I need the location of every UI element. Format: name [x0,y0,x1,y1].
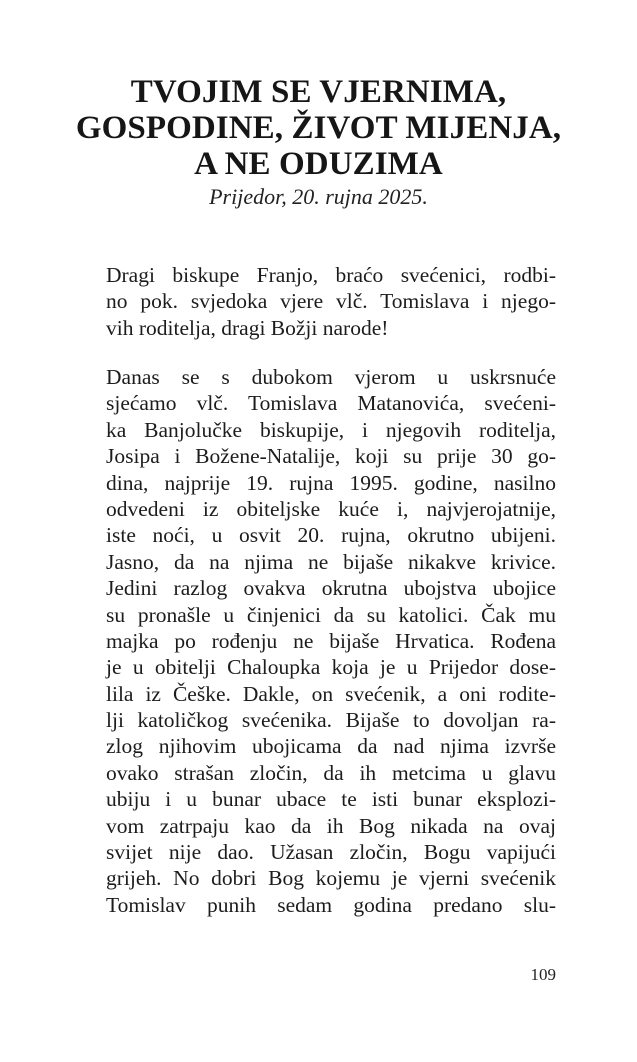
paragraph-body [106,364,556,918]
text-line: su pronašle u činjenici da su katolici. Čak mu [106,602,556,627]
text-line: Josipa i Božene-Natalije, koji su prije 30 go- [106,444,556,469]
text-line: zlog njihovim ubojicama da nad njima izvrše [106,734,556,759]
title-line-3: A NE ODUZIMA [194,146,443,182]
text-line: Jasno, da na njima ne bijaše nikakve krivice. [106,549,556,574]
text-line: ka Banjolučke biskupije, i njegovih roditelja, [106,417,556,442]
text-line: Jedini razlog ovakva okrutna ubojstva ubojice [106,576,556,601]
page-number: 109 [530,965,556,984]
text-line: iste noći, u osvit 20. rujna, okrutno ubijeni. [106,523,556,548]
text-line: lila iz Češke. Dakle, on svećenik, a oni rodite- [106,681,556,706]
title-line-2: GOSPODINE, ŽIVOT MIJENJA, [75,110,562,146]
text-line: dina, najprije 19. rujna 1995. godine, nasilno [106,470,556,495]
text-line: Dragi biskupe Franjo, braćo svećenici, rodbi- [106,263,556,287]
text-line: grijeh. No dobri Bog kojemu je vjerni svećenik [106,866,556,891]
text-line: odvedeni iz obiteljske kuće i, najvjerojatnije, [106,496,556,521]
text-line: no pok. svjedoka vjere vlč. Tomislava i njego- [106,289,556,314]
chapter-title [0,74,637,182]
text-line: Danas se s dubokom vjerom u uskrsnuće [106,365,556,389]
text-line: vom zatrpaju kao da ih Bog nikada na ovaj [106,813,556,838]
text-line: je u obitelji Chaloupka koja je u Prijedor dose- [106,655,556,680]
text-line: ubiju i u bunar ubace te isti bunar eksplozi- [106,787,556,812]
place-and-date: Prijedor, 20. rujna 2025. [209,184,428,209]
text-line: majka po rođenju ne bijaše Hrvatica. Rođena [106,628,556,653]
title-line-1: TVOJIM SE VJERNIMA, [130,74,507,110]
text-line: vih roditelja, dragi Božji narode! [106,315,389,340]
text-line: svijet nije dao. Užasan zločin, Bogu vapijući [106,840,556,865]
text-line: ovako strašan zločin, da ih metcima u glavu [106,760,556,785]
text-line: sjećamo vlč. Tomislava Matanovića, svećeni- [106,391,556,416]
paragraph-greeting [106,262,556,341]
text-line: Tomislav punih sedam godina predano slu- [106,892,556,917]
text-line: lji katoličkog svećenika. Bijaše to dovoljan ra- [106,708,556,733]
